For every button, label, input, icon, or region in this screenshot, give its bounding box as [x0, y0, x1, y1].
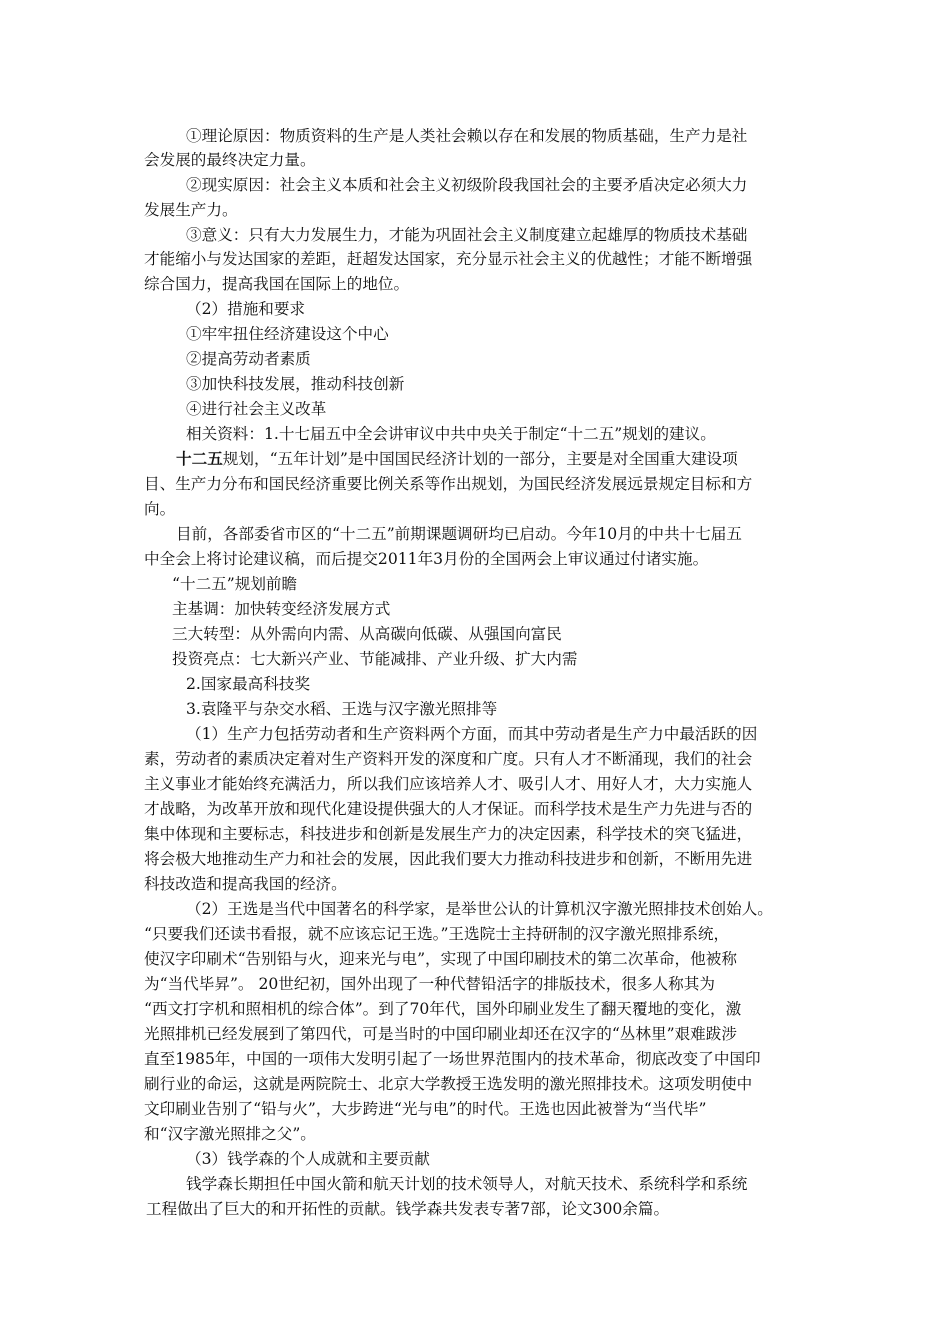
- text-line: 投资亮点：七大新兴产业、节能减排、产业升级、扩大内需: [172, 650, 578, 668]
- text-line: “只要我们还读书看报，就不应该忘记王选。”王选院士主持研制的汉字激光照排系统，: [144, 925, 730, 943]
- text-line: 工程做出了巨大的和开拓性的贡献。钱学森共发表专著7部，论文300余篇。: [146, 1200, 670, 1218]
- text-line: 将会极大地推动生产力和社会的发展，因此我们要大力推动科技进步和创新，不断用先进: [144, 850, 753, 868]
- text-line: 综合国力，提高我国在国际上的地位。: [144, 275, 410, 293]
- text-line: 中全会上将讨论建议稿，而后提交2011年3月份的全国两会上审议通过付诸实施。: [144, 550, 709, 568]
- text-line: ①理论原因：物质资料的生产是人类社会赖以存在和发展的物质基础，生产力是社: [186, 127, 748, 145]
- text-line: [176, 447, 738, 471]
- text-line: ③意义：只有大力发展生力，才能为巩固社会主义制度建立起雄厚的物质技术基础: [186, 226, 748, 244]
- text-line: 发展生产力。: [144, 201, 238, 219]
- list-item: ③加快科技发展，推动科技创新: [186, 375, 405, 393]
- text-line: 目、生产力分布和国民经济重要比例关系等作出规划，为国民经济发展远景规定目标和方: [144, 475, 753, 493]
- text-line: 主义事业才能始终充满活力，所以我们应该培养人才、吸引人才、用好人才，大力实施人: [144, 775, 753, 793]
- text-line: 直至1985年，中国的一项伟大发明引起了一场世界范围内的技术革命，彻底改变了中国印: [144, 1050, 761, 1068]
- text-line: （1）生产力包括劳动者和生产资料两个方面，而其中劳动者是生产力中最活跃的因: [186, 725, 758, 743]
- text-fragment: 规划，“五年计划”是中国国民经济计划的一部分，主要是对全国重大建设项: [222, 450, 738, 468]
- list-item: ①牢牢扭住经济建设这个中心: [186, 325, 389, 343]
- text-line: 相关资料：1.十七届五中全会讲审议中共中央关于制定“十二五”规划的建议。: [186, 425, 716, 443]
- section-heading: （3）钱学森的个人成就和主要贡献: [186, 1150, 430, 1168]
- text-line: 光照排机已经发展到了第四代，可是当时的中国印刷业却还在汉字的“丛林里”艰难跋涉: [144, 1025, 737, 1043]
- text-line: 素，劳动者的素质决定着对生产资料开发的深度和广度。只有人才不断涌现，我们的社会: [144, 750, 753, 768]
- text-line: 目前，各部委省市区的“十二五”前期课题调研均已启动。今年10月的中共十七届五: [176, 525, 742, 543]
- text-line: 三大转型：从外需向内需、从高碳向低碳、从强国向富民: [172, 625, 562, 643]
- text-line: 文印刷业告别了“铅与火”，大步跨进“光与电”的时代。王选也因此被誉为“当代毕”: [144, 1100, 707, 1118]
- text-line: 为“当代毕昇”。 20世纪初，国外出现了一种代替铅活字的排版技术，很多人称其为: [144, 975, 715, 993]
- text-line: 会发展的最终决定力量。: [144, 151, 316, 169]
- text-line: 才能缩小与发达国家的差距，赶超发达国家，充分显示社会主义的优越性；才能不断增强: [144, 250, 753, 268]
- list-item: ④进行社会主义改革: [186, 400, 327, 418]
- text-line: 使汉字印刷术“告别铅与火，迎来光与电”，实现了中国印刷技术的第二次革命，他被称: [144, 950, 737, 968]
- section-heading: （2）措施和要求: [186, 300, 306, 318]
- text-line: “西文打字机和照相机的综合体”。到了70年代，国外印刷业发生了翻天覆地的变化，激: [144, 1000, 742, 1018]
- text-line: 主基调：加快转变经济发展方式: [172, 600, 391, 618]
- text-line: 科技改造和提高我国的经济。: [144, 875, 347, 893]
- text-line: 向。: [144, 500, 176, 518]
- bold-term: 十二五: [176, 449, 223, 468]
- text-line: 集中体现和主要标志，科技进步和创新是发展生产力的决定因素，科学技术的突飞猛进，: [144, 825, 753, 843]
- text-line: 钱学森长期担任中国火箭和航天计划的技术领导人，对航天技术、系统科学和系统: [186, 1175, 748, 1193]
- text-line: 才战略，为改革开放和现代化建设提供强大的人才保证。而科学技术是生产力先进与否的: [144, 800, 753, 818]
- list-item: ②提高劳动者素质: [186, 350, 311, 368]
- text-line: 3.袁隆平与杂交水稻、王选与汉字激光照排等: [186, 700, 498, 718]
- text-line: 和“汉字激光照排之父”。: [144, 1125, 316, 1143]
- text-line: （2）王选是当代中国著名的科学家，是举世公认的计算机汉字激光照排技术创始人。: [186, 900, 773, 918]
- text-line: 刷行业的命运，这就是两院院士、北京大学教授王选发明的激光照排技术。这项发明使中: [144, 1075, 753, 1093]
- text-line: 2.国家最高科技奖: [186, 675, 311, 693]
- section-heading: “十二五”规划前瞻: [172, 575, 298, 593]
- text-line: ②现实原因：社会主义本质和社会主义初级阶段我国社会的主要矛盾决定必须大力: [186, 176, 748, 194]
